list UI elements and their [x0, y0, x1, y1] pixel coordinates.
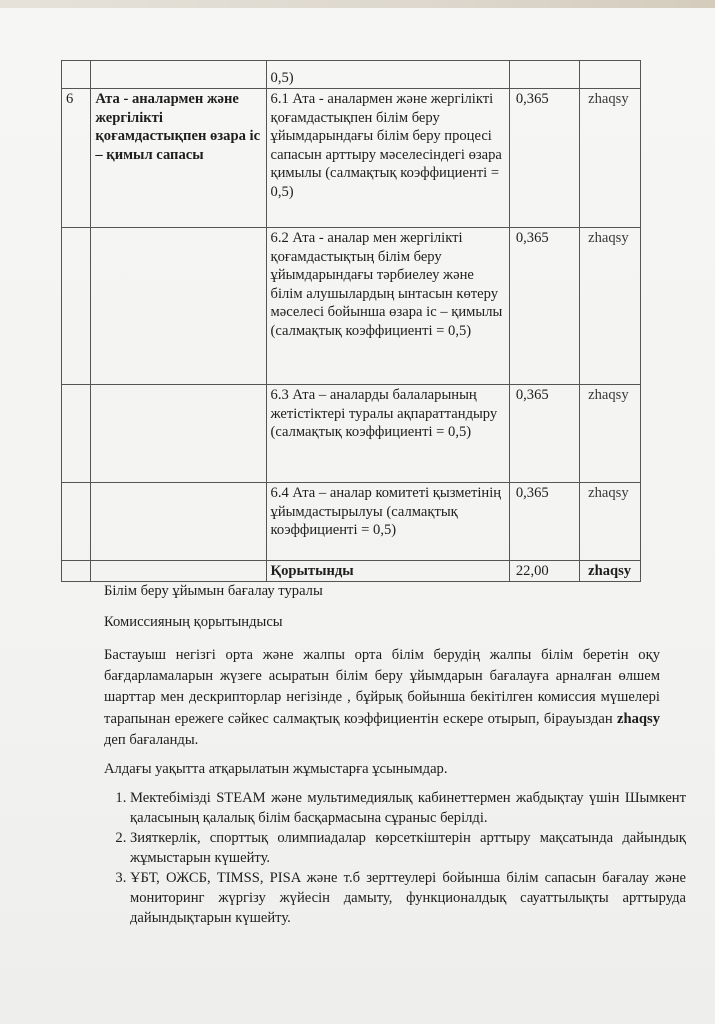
- table-row: [62, 228, 641, 385]
- cell-no: [62, 61, 91, 89]
- cell-no: [62, 228, 91, 385]
- cell-indicator: 6.1 Ата - аналармен және жергілікті қоғамдастықпен білім беру ұйымдарындағы білім беру процесі сапасын арттыру мәселесіндегі өзара қимылы (салмақтық коэффициенті = 0,5): [266, 89, 509, 228]
- cell-no: [62, 561, 91, 582]
- conclusion-text-end: деп бағаланды.: [104, 731, 199, 748]
- cell-eval: zhaqsy: [580, 483, 641, 561]
- conclusion-paragraph: [104, 645, 660, 751]
- cell-total-score: 22,00: [509, 561, 579, 582]
- cell-indicator: 6.2 Ата - аналар мен жергілікті қоғамдастықтың білім беру ұйымдарындағы тәрбиелеу және білім алушылардың ынтасын көтеру мәселесі бойынша өзара іс – қимылы (салмақтық коэффициенті = 0,5): [266, 228, 509, 385]
- table-row-total: [62, 561, 641, 582]
- cell-score: 0,365: [509, 89, 579, 228]
- heading-evaluation: Білім беру ұйымын бағалау туралы: [104, 583, 323, 599]
- conclusion-grade: zhaqsy: [617, 710, 660, 727]
- cell-indicator: 6.4 Ата – аналар комитеті қызметінің ұйымдастырылуы (салмақтық коэффициенті = 0,5): [266, 483, 509, 561]
- recommendations-heading: Алдағы уақытта атқарылатын жұмыстарға ұсынымдар.: [104, 761, 448, 777]
- cell-total-label: Қорытынды: [266, 561, 509, 582]
- cell-criterion: [91, 228, 266, 385]
- cell-criterion: [91, 385, 266, 483]
- cell-indicator: 6.3 Ата – аналарды балаларының жетістіктері туралы ақпараттандыру (салмақтық коэффициенті = 0,5): [266, 385, 509, 483]
- cell-eval: [580, 61, 641, 89]
- cell-total-eval: zhaqsy: [580, 561, 641, 582]
- cell-eval: zhaqsy: [580, 89, 641, 228]
- cell-indicator: 0,5): [266, 61, 509, 89]
- cell-eval: zhaqsy: [580, 228, 641, 385]
- table-row-continuation: [62, 61, 641, 89]
- table-row: [62, 483, 641, 561]
- evaluation-table: [61, 60, 641, 582]
- heading-commission-conclusion: Комиссияның қорытындысы: [104, 614, 283, 630]
- cell-no: [62, 483, 91, 561]
- table-row: [62, 385, 641, 483]
- recommendation-item: 1. Мектебімізді STEAM және мультимедиялық кабинеттермен жабдықтау үшін Шымкент қаласының қалалық білім басқармасына сұраныс берілді.: [130, 788, 686, 828]
- recommendations-list: [104, 788, 686, 928]
- cell-score: 0,365: [509, 483, 579, 561]
- page-edge-shadow: [0, 0, 715, 8]
- cell-score: 0,365: [509, 228, 579, 385]
- cell-criterion: [91, 483, 266, 561]
- cell-no: [62, 385, 91, 483]
- cell-score: [509, 61, 579, 89]
- cell-eval: zhaqsy: [580, 385, 641, 483]
- cell-section-no: 6: [62, 89, 91, 228]
- recommendation-item: 3. ҰБТ, ОЖСБ, TIMSS, PISA және т.б зерттеулері бойынша білім сапасын бағалау және мониторинг жүргізу жүйесін дамыту, функционалдық сауаттылықты арттыруда дайындықтарын күшейту.: [130, 868, 686, 928]
- cell-criterion: [91, 561, 266, 582]
- cell-score: 0,365: [509, 385, 579, 483]
- recommendation-item: 2. Зияткерлік, спорттық олимпиадалар көрсеткіштерін арттыру мақсатында дайындық жұмыстарын күшейту.: [130, 828, 686, 868]
- table-row: [62, 89, 641, 228]
- cell-criterion: [91, 61, 266, 89]
- conclusion-text-start: Бастауыш негізгі орта және жалпы орта білім берудің жалпы білім беретін оқу бағдарламаларын жүзеге асыратын білім беру ұйымдарын бағалауға арналған өлшем шарттар мен дескрипторлар негізінде , бұйрық бойынша бекітілген комиссия мүшелері тарапынан ережеге сәйкес салмақтық коэффициентін ескере отырып, бірауыздан: [104, 647, 660, 727]
- cell-section-criterion: Ата - аналармен және жергілікті қоғамдастықпен өзара іс – қимыл сапасы: [91, 89, 266, 228]
